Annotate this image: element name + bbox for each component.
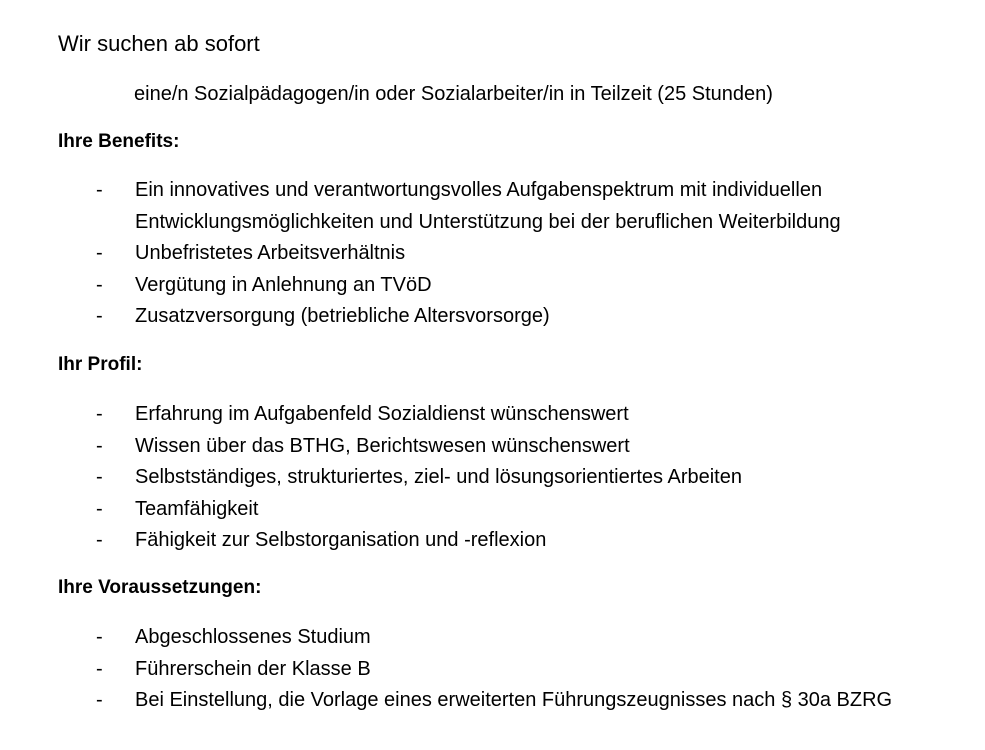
list-item [96, 431, 966, 463]
list-item-text: Ein innovatives und verantwortungsvolles Aufgabenspektrum mit individuellen Entwicklungsmöglichkeiten und Unterstützung bei der beruflichen Weiterbildung [135, 179, 841, 233]
bullet-dash: - [96, 434, 103, 457]
list-item-text: Wissen über das BTHG, Berichtswesen wünschenswert [135, 434, 630, 457]
list-item-text: Unbefristetes Arbeitsverhältnis [135, 242, 406, 264]
section-heading-benefits: Ihre Benefits: [58, 131, 180, 152]
bullet-dash: - [96, 242, 103, 264]
list-item [96, 301, 966, 333]
list-item [96, 494, 966, 526]
list-item [96, 622, 966, 654]
position-title: eine/n Sozialpädagogen/in oder Sozialarbeiter/in in Teilzeit (25 Stunden) [134, 83, 773, 105]
bullet-dash: - [96, 403, 103, 425]
bullet-dash: - [96, 305, 103, 327]
list-item [96, 654, 966, 686]
list-item-text: Führerschein der Klasse B [135, 657, 371, 680]
list-item [96, 525, 966, 557]
bullet-dash: - [96, 179, 103, 201]
section-heading-profile: Ihr Profil: [58, 354, 143, 375]
list-item [96, 175, 966, 238]
benefits-list [96, 175, 966, 333]
bullet-dash: - [96, 497, 103, 520]
list-item-text: Erfahrung im Aufgabenfeld Sozialdienst wünschenswert [135, 403, 629, 425]
list-item-text: Fähigkeit zur Selbstorganisation und -reflexion [135, 529, 547, 551]
bullet-dash: - [96, 529, 103, 551]
list-item [96, 685, 966, 717]
requirements-list [96, 622, 966, 717]
bullet-dash: - [96, 657, 103, 680]
list-item [96, 270, 966, 302]
list-item-text: Teamfähigkeit [135, 497, 259, 520]
section-heading-requirements: Ihre Voraussetzungen: [58, 577, 262, 598]
list-item-text: Zusatzversorgung (betriebliche Altersvorsorge) [135, 305, 550, 327]
list-item [96, 238, 966, 270]
list-item [96, 462, 966, 494]
profile-list [96, 399, 966, 557]
list-item-text: Selbstständiges, strukturiertes, ziel- und lösungsorientiertes Arbeiten [135, 466, 742, 488]
bullet-dash: - [96, 273, 103, 296]
list-item-text: Abgeschlossenes Studium [135, 626, 371, 648]
list-item-text: Bei Einstellung, die Vorlage eines erweiterten Führungszeugnisses nach § 30a BZRG [135, 689, 893, 711]
bullet-dash: - [96, 466, 103, 488]
intro-text: Wir suchen ab sofort [58, 31, 260, 56]
list-item-text: Vergütung in Anlehnung an TVöD [135, 273, 432, 296]
bullet-dash: - [96, 626, 103, 648]
bullet-dash: - [96, 689, 103, 711]
list-item [96, 399, 966, 431]
